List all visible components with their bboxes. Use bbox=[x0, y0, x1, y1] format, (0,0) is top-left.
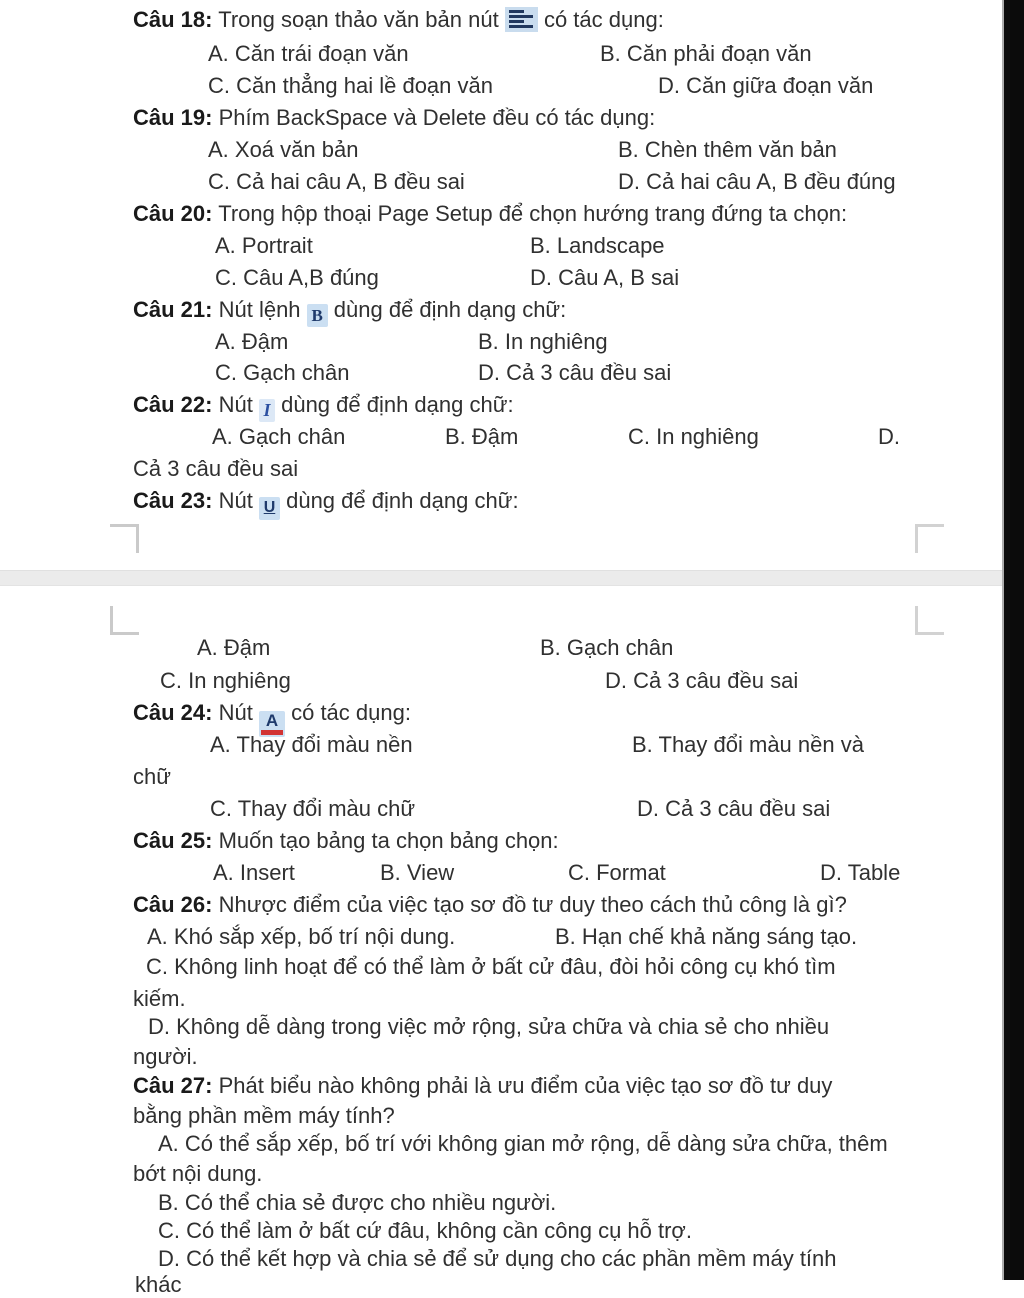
font-color-letter: A bbox=[265, 711, 279, 730]
question-26-text: Nhược điểm của việc tạo sơ đồ tư duy theo cách thủ công là gì? bbox=[212, 892, 847, 917]
option-20-d: D. Câu A, B sai bbox=[530, 265, 680, 290]
question-26 bbox=[133, 891, 847, 918]
italic-icon: I bbox=[259, 399, 275, 422]
align-left-icon bbox=[505, 7, 538, 32]
option-27-d-wrap: khác bbox=[135, 1272, 182, 1297]
bold-icon: B bbox=[307, 304, 328, 327]
question-20-text: Trong hộp thoại Page Setup để chọn hướng trang đứng ta chọn: bbox=[212, 201, 848, 226]
option-23-d: D. Cả 3 câu đều sai bbox=[605, 668, 799, 693]
question-22 bbox=[133, 391, 514, 422]
question-24-text-after: có tác dụng: bbox=[291, 700, 411, 725]
question-18-text-after: có tác dụng: bbox=[543, 7, 664, 32]
option-21-d: D. Cả 3 câu đều sai bbox=[478, 360, 672, 385]
option-25-a: A. Insert bbox=[213, 860, 295, 885]
question-21-number: Câu 21: bbox=[133, 297, 213, 322]
question-27-text-wrap: bằng phần mềm máy tính? bbox=[133, 1103, 395, 1128]
option-20-a: A. Portrait bbox=[215, 233, 313, 258]
question-18-text: Trong soạn thảo văn bản nút bbox=[212, 7, 499, 32]
question-23-text-after: dùng để định dạng chữ: bbox=[286, 488, 519, 513]
page1-corner-mark-left bbox=[110, 524, 139, 553]
question-23-number: Câu 23: bbox=[133, 488, 213, 513]
option-24-d: D. Cả 3 câu đều sai bbox=[637, 796, 831, 821]
option-25-d: D. Table bbox=[820, 860, 901, 885]
option-24-b-wrap: chữ bbox=[133, 764, 171, 789]
option-18-d: D. Căn giữa đoạn văn bbox=[658, 73, 874, 98]
question-21 bbox=[133, 296, 566, 327]
option-20-c: C. Câu A,B đúng bbox=[215, 265, 379, 290]
question-20 bbox=[133, 200, 847, 227]
question-20-number: Câu 20: bbox=[133, 201, 213, 226]
option-18-b: B. Căn phải đoạn văn bbox=[600, 41, 812, 66]
question-21-text: Nút lệnh bbox=[212, 297, 301, 322]
option-22-c: C. In nghiêng bbox=[628, 424, 759, 449]
option-20-b: B. Landscape bbox=[530, 233, 665, 258]
option-23-a: A. Đậm bbox=[197, 635, 271, 660]
option-26-b: B. Hạn chế khả năng sáng tạo. bbox=[555, 924, 858, 949]
question-19-text: Phím BackSpace và Delete đều có tác dụng: bbox=[212, 105, 656, 130]
option-24-b: B. Thay đổi màu nền và bbox=[632, 732, 864, 757]
option-27-a: A. Có thể sắp xếp, bố trí với không gian mở rộng, dễ dàng sửa chữa, thêm bbox=[158, 1131, 888, 1156]
option-26-d-wrap: người. bbox=[133, 1044, 198, 1069]
option-21-a: A. Đậm bbox=[215, 329, 289, 354]
option-18-c: C. Căn thẳng hai lề đoạn văn bbox=[208, 73, 493, 98]
option-27-b: B. Có thể chia sẻ được cho nhiều người. bbox=[158, 1190, 557, 1215]
option-26-c: C. Không linh hoạt để có thể làm ở bất cử đâu, đòi hỏi công cụ khó tìm bbox=[146, 954, 836, 979]
option-27-c: C. Có thể làm ở bất cứ đâu, không cần công cụ hỗ trợ. bbox=[158, 1218, 692, 1243]
question-25 bbox=[133, 827, 559, 854]
question-27 bbox=[133, 1072, 832, 1099]
option-19-a: A. Xoá văn bản bbox=[208, 137, 359, 162]
page2-corner-mark-left bbox=[110, 606, 139, 635]
question-19-number: Câu 19: bbox=[133, 105, 213, 130]
option-23-b: B. Gạch chân bbox=[540, 635, 674, 660]
question-25-text: Muốn tạo bảng ta chọn bảng chọn: bbox=[212, 828, 559, 853]
question-26-number: Câu 26: bbox=[133, 892, 213, 917]
option-24-c: C. Thay đổi màu chữ bbox=[210, 796, 416, 821]
option-22-a: A. Gạch chân bbox=[212, 424, 346, 449]
option-26-c-wrap: kiếm. bbox=[133, 986, 186, 1011]
question-27-text: Phát biểu nào không phải là ưu điểm của việc tạo sơ đồ tư duy bbox=[212, 1073, 833, 1098]
option-23-c: C. In nghiêng bbox=[160, 668, 291, 693]
question-24-text: Nút bbox=[212, 700, 253, 725]
question-22-number: Câu 22: bbox=[133, 392, 213, 417]
question-22-text-after: dùng để định dạng chữ: bbox=[281, 392, 514, 417]
page2-corner-mark-right bbox=[915, 606, 944, 635]
question-25-number: Câu 25: bbox=[133, 828, 213, 853]
option-19-b: B. Chèn thêm văn bản bbox=[618, 137, 837, 162]
underline-icon: U bbox=[259, 497, 280, 520]
option-22-b: B. Đậm bbox=[445, 424, 519, 449]
option-26-d: D. Không dễ dàng trong việc mở rộng, sửa chữa và chia sẻ cho nhiều bbox=[148, 1014, 830, 1039]
option-26-a: A. Khó sắp xếp, bố trí nội dung. bbox=[147, 924, 456, 949]
option-21-c: C. Gạch chân bbox=[215, 360, 350, 385]
photo-edge-bar bbox=[1002, 0, 1024, 1280]
option-19-c: C. Cả hai câu A, B đều sai bbox=[208, 169, 465, 194]
option-21-b: B. In nghiêng bbox=[478, 329, 608, 354]
page1-corner-mark-right bbox=[915, 524, 944, 553]
option-25-b: B. View bbox=[380, 860, 455, 885]
question-23 bbox=[133, 487, 519, 520]
option-24-a: A. Thay đổi màu nền bbox=[210, 732, 413, 757]
question-19 bbox=[133, 104, 655, 131]
question-18 bbox=[133, 6, 664, 33]
question-18-number: Câu 18: bbox=[133, 7, 213, 32]
option-25-c: C. Format bbox=[568, 860, 666, 885]
option-22-d-wrap: Cả 3 câu đều sai bbox=[133, 456, 299, 481]
option-19-d: D. Cả hai câu A, B đều đúng bbox=[618, 169, 896, 194]
option-27-d: D. Có thể kết hợp và chia sẻ để sử dụng cho các phần mềm máy tính bbox=[158, 1246, 837, 1271]
question-22-text: Nút bbox=[212, 392, 253, 417]
option-18-a: A. Căn trái đoạn văn bbox=[208, 41, 409, 66]
question-27-number: Câu 27: bbox=[133, 1073, 213, 1098]
question-21-text-after: dùng để định dạng chữ: bbox=[333, 297, 567, 322]
page-separator bbox=[0, 570, 1024, 586]
option-27-a-wrap: bớt nội dung. bbox=[133, 1161, 263, 1186]
question-24-number: Câu 24: bbox=[133, 700, 213, 725]
option-22-d: D. bbox=[878, 424, 900, 449]
question-23-text: Nút bbox=[212, 488, 253, 513]
